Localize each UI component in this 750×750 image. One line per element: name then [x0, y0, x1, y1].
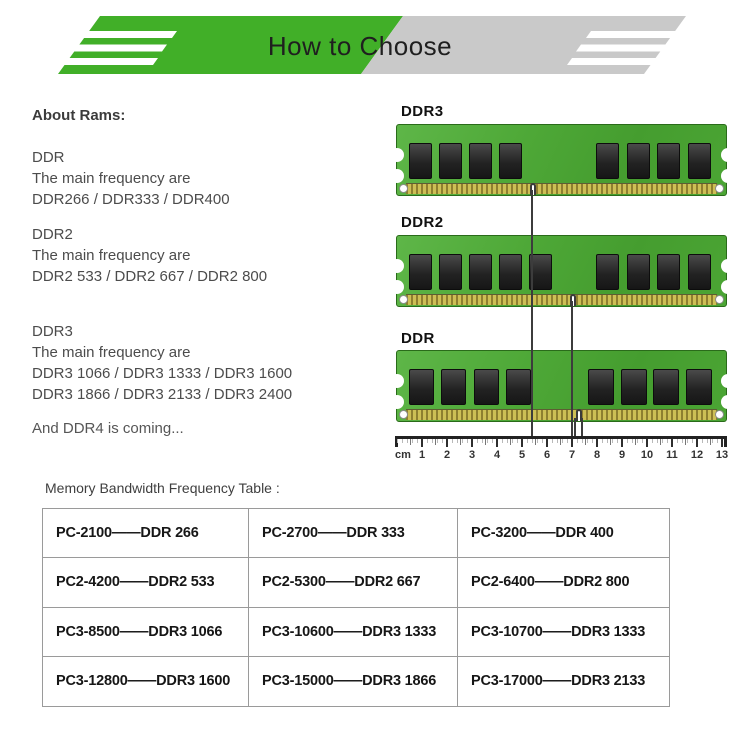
mm-tick	[637, 439, 638, 443]
ruler-number: 9	[618, 449, 626, 461]
half-cm-tick	[535, 439, 536, 445]
memory-chip	[439, 143, 462, 179]
ruler-number: 2	[443, 449, 451, 461]
leader-line	[574, 418, 576, 437]
mm-tick	[412, 439, 413, 443]
edge-notch	[721, 280, 735, 294]
table-cell: PC3-8500——DDR3 1066	[43, 608, 249, 657]
memory-chip	[474, 369, 499, 405]
ruler-right-end-tick	[724, 436, 727, 447]
half-cm-tick	[560, 439, 561, 445]
mm-tick	[407, 439, 408, 443]
memory-chip	[409, 254, 432, 290]
cm-tick	[571, 439, 573, 447]
mounting-hole	[715, 410, 724, 419]
mounting-hole	[715, 184, 724, 193]
mm-tick	[582, 439, 583, 443]
mm-tick	[427, 439, 428, 443]
memory-chip	[469, 143, 492, 179]
memory-chip	[409, 369, 434, 405]
edge-notch	[390, 395, 404, 409]
mm-tick	[512, 439, 513, 443]
mm-tick	[562, 439, 563, 443]
section-ddr	[32, 147, 230, 210]
ruler-number: 7	[568, 449, 576, 461]
memory-chip	[657, 143, 680, 179]
memory-chip	[596, 254, 619, 290]
ruler-number: 12	[690, 449, 704, 461]
table-cell: PC2-4200——DDR2 533	[43, 558, 249, 607]
mm-tick	[557, 439, 558, 443]
edge-notch	[390, 148, 404, 162]
half-cm-tick	[610, 439, 611, 445]
table-cell: PC2-5300——DDR2 667	[249, 558, 458, 607]
half-cm-tick	[710, 439, 711, 445]
edge-notch	[390, 280, 404, 294]
mm-tick	[612, 439, 613, 443]
section-ddr3-freqs1: DDR3 1066 / DDR3 1333 / DDR3 1600	[32, 365, 293, 382]
edge-notch	[390, 259, 404, 273]
mm-tick	[657, 439, 658, 443]
mm-tick	[502, 439, 503, 443]
mm-tick	[452, 439, 453, 443]
section-ddr2-freqs: DDR2 533 / DDR2 667 / DDR2 800	[32, 268, 268, 285]
table-cell: PC-2100——DDR 266	[43, 509, 249, 558]
mm-tick	[642, 439, 643, 443]
cm-tick	[546, 439, 548, 447]
memory-chip	[409, 143, 432, 179]
section-ddr2-name: DDR2	[32, 226, 73, 243]
mm-tick	[437, 439, 438, 443]
mounting-hole	[399, 295, 408, 304]
mounting-hole	[715, 295, 724, 304]
cm-tick	[596, 439, 598, 447]
mm-tick	[692, 439, 693, 443]
table-cell: PC3-12800——DDR3 1600	[43, 657, 249, 706]
table-cell: PC-3200——DDR 400	[458, 509, 669, 558]
mm-tick	[617, 439, 618, 443]
edge-notch	[721, 259, 735, 273]
memory-chip	[439, 254, 462, 290]
mm-tick	[487, 439, 488, 443]
cm-tick	[721, 439, 723, 447]
mounting-hole	[399, 184, 408, 193]
mm-tick	[532, 439, 533, 443]
about-heading: About Rams:	[32, 107, 126, 124]
gold-contacts	[406, 183, 717, 194]
section-ddr-line: The main frequency are	[32, 170, 191, 187]
ruler-number: 11	[666, 449, 678, 461]
mm-tick	[587, 439, 588, 443]
mm-tick	[717, 439, 718, 443]
gold-contacts	[406, 409, 717, 420]
mm-tick	[517, 439, 518, 443]
ram-module-ddr	[396, 350, 727, 422]
memory-chip	[499, 254, 522, 290]
mm-tick	[667, 439, 668, 443]
mm-tick	[442, 439, 443, 443]
mm-tick	[537, 439, 538, 443]
header-banner	[0, 0, 750, 92]
mm-tick	[482, 439, 483, 443]
ram-module-ddr3	[396, 124, 727, 196]
section-ddr3	[32, 321, 292, 405]
edge-notch	[721, 169, 735, 183]
memory-chip	[469, 254, 492, 290]
mm-tick	[567, 439, 568, 443]
cm-tick	[621, 439, 623, 447]
section-ddr2-line: The main frequency are	[32, 247, 191, 264]
cm-tick	[421, 439, 423, 447]
ddr4-footnote: And DDR4 is coming...	[32, 420, 184, 437]
mm-tick	[627, 439, 628, 443]
module-label-ddr2: DDR2	[401, 214, 444, 231]
section-ddr3-name: DDR3	[32, 323, 73, 340]
memory-chip	[627, 143, 650, 179]
edge-notch	[390, 169, 404, 183]
leader-line	[581, 418, 583, 437]
mm-tick	[662, 439, 663, 443]
mm-tick	[402, 439, 403, 443]
edge-notch	[721, 395, 735, 409]
half-cm-tick	[410, 439, 411, 445]
memory-chip	[621, 369, 647, 405]
mm-tick	[602, 439, 603, 443]
mm-tick	[477, 439, 478, 443]
mm-tick	[707, 439, 708, 443]
module-label-ddr: DDR	[401, 330, 435, 347]
ruler-number: 4	[493, 449, 501, 461]
leader-line	[571, 301, 573, 437]
mm-tick	[457, 439, 458, 443]
cm-tick	[496, 439, 498, 447]
half-cm-tick	[635, 439, 636, 445]
memory-chip	[588, 369, 614, 405]
mm-tick	[652, 439, 653, 443]
half-cm-tick	[435, 439, 436, 445]
table-cell: PC2-6400——DDR2 800	[458, 558, 669, 607]
memory-chip	[596, 143, 619, 179]
memory-chip	[688, 254, 711, 290]
table-cell: PC3-10600——DDR3 1333	[249, 608, 458, 657]
cm-tick	[471, 439, 473, 447]
mm-tick	[712, 439, 713, 443]
page-title: How to Choose	[267, 31, 453, 61]
leader-line	[531, 190, 533, 437]
half-cm-tick	[660, 439, 661, 445]
memory-chip	[499, 143, 522, 179]
table-cell: PC3-10700——DDR3 1333	[458, 608, 669, 657]
ram-module-ddr2	[396, 235, 727, 307]
gold-contacts	[406, 294, 717, 305]
table-title: Memory Bandwidth Frequency Table :	[45, 480, 280, 496]
half-cm-tick	[460, 439, 461, 445]
mm-tick	[462, 439, 463, 443]
edge-notch	[721, 148, 735, 162]
half-cm-tick	[485, 439, 486, 445]
table-cell: PC-2700——DDR 333	[249, 509, 458, 558]
cm-tick	[521, 439, 523, 447]
half-cm-tick	[685, 439, 686, 445]
mm-tick	[682, 439, 683, 443]
ruler-number: 8	[593, 449, 601, 461]
mm-tick	[687, 439, 688, 443]
mm-tick	[417, 439, 418, 443]
mm-tick	[632, 439, 633, 443]
cm-tick	[446, 439, 448, 447]
edge-notch	[721, 374, 735, 388]
section-ddr-name: DDR	[32, 149, 65, 166]
mm-tick	[592, 439, 593, 443]
table-cell: PC3-15000——DDR3 1866	[249, 657, 458, 706]
memory-chip	[686, 369, 712, 405]
half-cm-tick	[510, 439, 511, 445]
cm-tick	[696, 439, 698, 447]
mm-tick	[677, 439, 678, 443]
mm-tick	[397, 439, 398, 443]
section-ddr-freqs: DDR266 / DDR333 / DDR400	[32, 191, 230, 208]
mounting-hole	[399, 410, 408, 419]
cm-ruler	[395, 436, 727, 466]
section-ddr3-freqs2: DDR3 1866 / DDR3 2133 / DDR3 2400	[32, 386, 293, 403]
mm-tick	[552, 439, 553, 443]
ruler-number: 3	[468, 449, 476, 461]
ruler-number: 5	[518, 449, 526, 461]
memory-chip	[627, 254, 650, 290]
ruler-number: 1	[418, 449, 426, 461]
memory-chip	[653, 369, 679, 405]
mm-tick	[542, 439, 543, 443]
memory-chip	[441, 369, 466, 405]
mm-tick	[527, 439, 528, 443]
ruler-number: 13	[715, 449, 729, 461]
ruler-number: 6	[543, 449, 551, 461]
mm-tick	[702, 439, 703, 443]
ruler-number: 10	[640, 449, 654, 461]
module-label-ddr3: DDR3	[401, 103, 444, 120]
section-ddr3-line: The main frequency are	[32, 344, 191, 361]
mm-tick	[607, 439, 608, 443]
memory-chip	[688, 143, 711, 179]
table-cell: PC3-17000——DDR3 2133	[471, 673, 646, 690]
mm-tick	[432, 439, 433, 443]
half-cm-tick	[585, 439, 586, 445]
mm-tick	[507, 439, 508, 443]
mm-tick	[577, 439, 578, 443]
memory-chip	[657, 254, 680, 290]
mm-tick	[492, 439, 493, 443]
frequency-table	[42, 508, 670, 707]
memory-chip	[506, 369, 531, 405]
ruler-unit-label: cm	[395, 449, 411, 461]
cm-tick	[671, 439, 673, 447]
edge-notch	[390, 374, 404, 388]
cm-tick	[646, 439, 648, 447]
mm-tick	[467, 439, 468, 443]
section-ddr2	[32, 224, 267, 287]
